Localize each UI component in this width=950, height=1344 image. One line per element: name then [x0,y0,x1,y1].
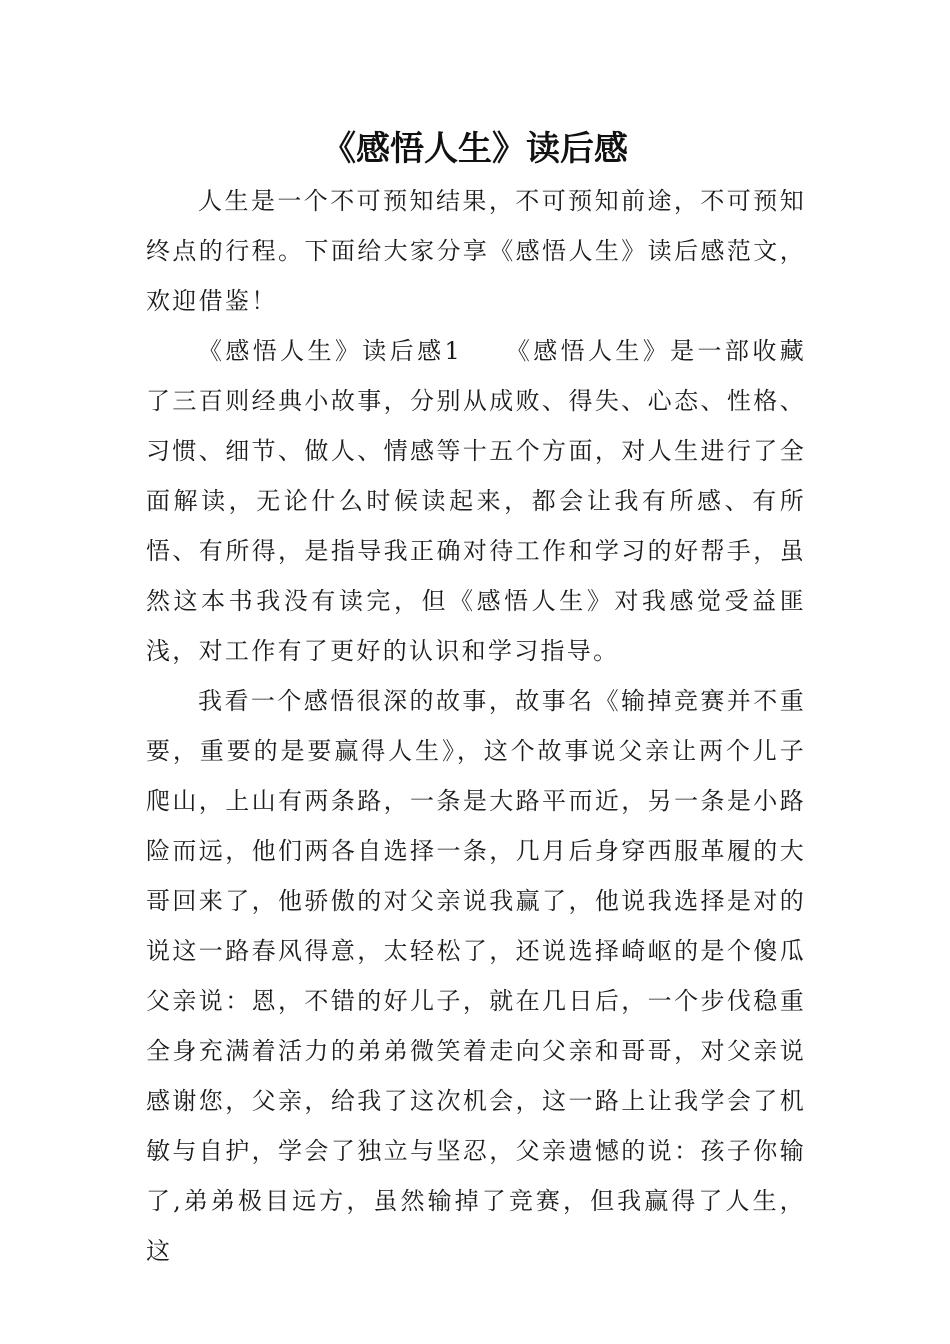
document-body [146,176,806,1276]
document-title: 《感悟人生》读后感 [322,129,628,169]
paragraph-intro: 人生是一个不可预知结果，不可预知前途，不可预知终点的行程。下面给大家分享《感悟人生》读后感范文，欢迎借鉴！ [146,187,806,315]
paragraph-review-1: 《感悟人生》读后感1 《感悟人生》是一部收藏了三百则经典小故事，分别从成败、得失、心态、性格、习惯、细节、做人、情感等十五个方面，对人生进行了全面解读，无论什么时候读起来，都会让我有所感、有所悟、有所得，是指导我正确对待工作和学习的好帮手，虽然这本书我没有读完，但《感悟人生》对我感觉受益匪浅，对工作有了更好的认识和学习指导。 [146,337,806,665]
paragraph-story: 我看一个感悟很深的故事，故事名《输掉竞赛并不重要，重要的是要赢得人生》，这个故事说父亲让两个儿子爬山，上山有两条路，一条是大路平而近，另一条是小路险而远，他们两各自选择一条，几月后身穿西服革履的大哥回来了，他骄傲的对父亲说我赢了，他说我选择是对的说这一路春风得意，太轻松了，还说选择崎岖的是个傻瓜父亲说：恩，不错的好儿子，就在几日后，一个步伐稳重全身充满着活力的弟弟微笑着走向父亲和哥哥，对父亲说感谢您，父亲，给我了这次机会，这一路上让我学会了机敏与自护，学会了独立与坚忍，父亲遗憾的说：孩子你输了,弟弟极目远方，虽然输掉了竞赛，但我赢得了人生，这 [146,687,806,1265]
